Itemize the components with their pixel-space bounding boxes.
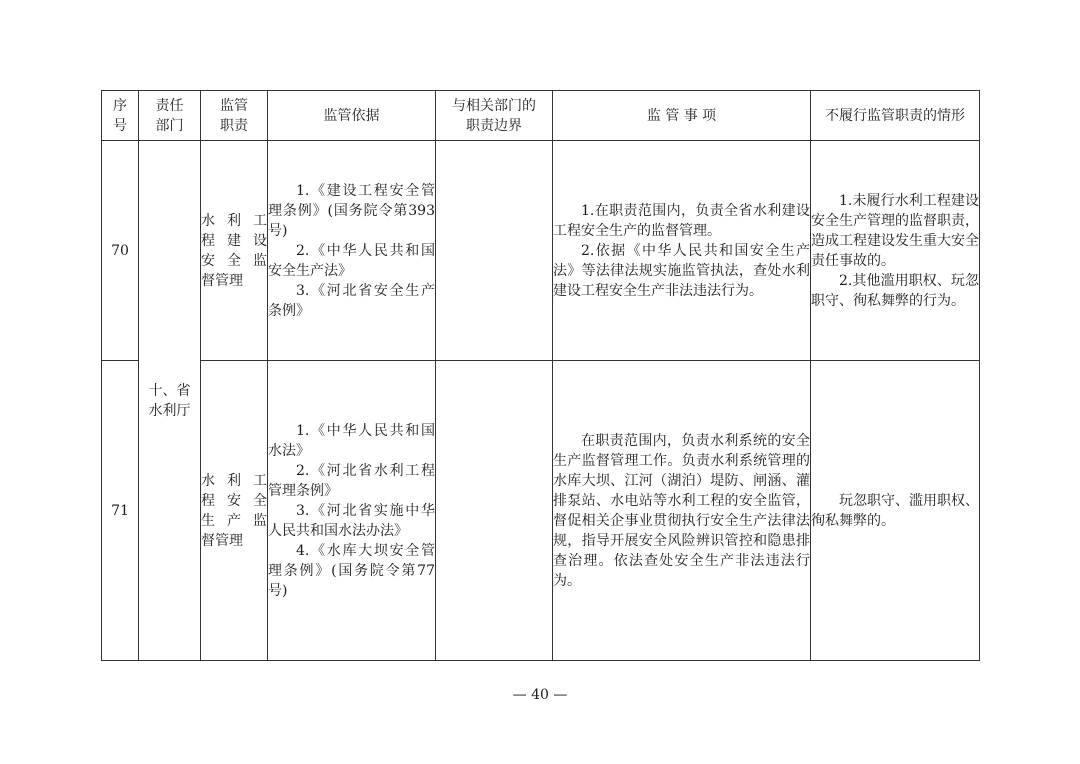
duty-line: 督管理 — [201, 532, 243, 549]
boundary-cell — [436, 141, 553, 361]
table-row — [102, 141, 980, 361]
duty-line: 安全监 — [201, 252, 267, 269]
matters-cell — [553, 361, 811, 661]
failure-item: 1.未履行水利工程建设安全生产管理的监督职责，造成工程建设发生重大安全责任事故的。 — [811, 192, 979, 269]
boundary-cell — [436, 361, 553, 661]
header-responsible-department: 责任 部门 — [139, 91, 201, 141]
matters-item: 2.依据《中华人民共和国安全生产法》等法律法规实施监管执法，查处水利建设工程安全生产非法违法行为。 — [553, 242, 810, 299]
header-row — [102, 91, 980, 141]
department-name-line: 水利厅 — [148, 402, 191, 419]
basis-cell — [268, 361, 436, 661]
basis-item: 3.《河北省实施中华人民共和国水法办法》 — [268, 502, 435, 539]
responsibility-table — [101, 90, 980, 661]
basis-item: 2.《中华人民共和国安全生产法》 — [268, 242, 435, 279]
basis-item: 3.《河北省安全生产条例》 — [268, 282, 435, 319]
duty-line: 督管理 — [201, 272, 243, 289]
failure-item: 玩忽职守、滥用职权、徇私舞弊的。 — [811, 492, 979, 529]
duty-cell — [201, 141, 268, 361]
failure-item: 2.其他滥用职权、玩忽职守、徇私舞弊的行为。 — [811, 272, 979, 309]
department-cell — [139, 141, 201, 661]
header-supervision-duty: 监管 职责 — [201, 91, 268, 141]
basis-item: 4.《水库大坝安全管理条例》(国务院令第77号) — [268, 542, 435, 599]
basis-item: 1.《中华人民共和国水法》 — [268, 422, 435, 459]
basis-item: 2.《河北省水利工程管理条例》 — [268, 462, 435, 499]
row-number: 70 — [102, 141, 139, 361]
matters-item: 1.在职责范围内，负责全省水利建设工程安全生产的监督管理。 — [553, 202, 810, 239]
failure-cell — [811, 141, 980, 361]
page-number: — 40 — — [512, 687, 568, 703]
matters-cell — [553, 141, 811, 361]
header-supervision-matters: 监 管 事 项 — [553, 91, 811, 141]
header-serial-number: 序 号 — [102, 91, 139, 141]
basis-item: 1.《建设工程安全管理条例》(国务院令第393号) — [268, 182, 435, 239]
header-failure-circumstances: 不履行监管职责的情形 — [811, 91, 980, 141]
duty-line: 生产监 — [201, 512, 267, 529]
header-supervision-basis: 监管依据 — [268, 91, 436, 141]
duty-line: 程安全 — [201, 492, 267, 509]
duty-cell — [201, 361, 268, 661]
basis-cell — [268, 141, 436, 361]
department-name-line: 十、省 — [148, 382, 191, 399]
duty-line: 程建设 — [201, 232, 267, 249]
failure-cell — [811, 361, 980, 661]
duty-line: 水利工 — [201, 472, 267, 489]
table-row — [102, 361, 980, 661]
duty-line: 水利工 — [201, 212, 267, 229]
header-boundary: 与相关部门的 职责边界 — [436, 91, 553, 141]
row-number: 71 — [102, 361, 139, 661]
matters-item: 在职责范围内，负责水利系统的安全生产监督管理工作。负责水利系统管理的水库大坝、江河（湖泊）堤防、闸涵、灌排泵站、水电站等水利工程的安全监管，督促相关企事业贯彻执行安全生产法律法规，指导开展安全风险辨识管控和隐患排查治理。依法查处安全生产非法违法行为。 — [553, 432, 810, 589]
